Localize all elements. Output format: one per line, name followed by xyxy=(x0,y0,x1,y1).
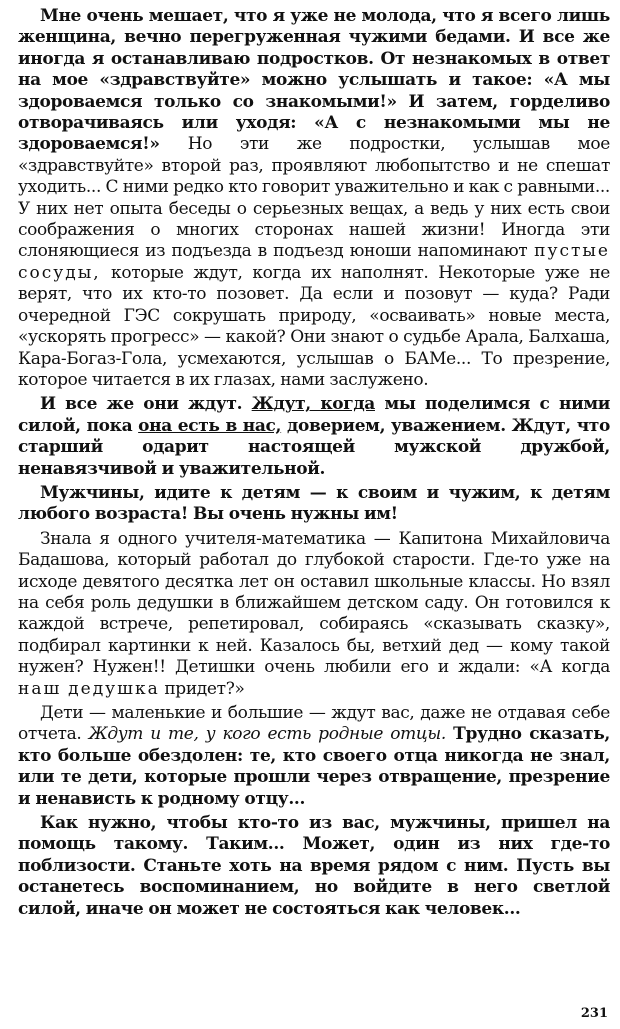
paragraph-teens-text-b: которые ждут, когда их наполнят. Некоторые уже не верят, что их кто-то позовет. Да если и позовут — куда? Ради очередной ГЭС сокрушать природу, «осваивать» новые места, «ускорять прогресс» — какой? Они знают о судьбе Арала, Балхаша, Кара-Богаз-Гола, усмехаются, услышав о БАМе... То презрение, которое читается в их глазах, нами заслужено. xyxy=(18,262,611,390)
children-wait-text-b: Трудно сказать, кто больше обездолен: те, кто своего отца никогда не знал, или те дети, которые прошли через отвращение, презрение и ненависть к родному отцу... xyxy=(18,724,610,809)
paragraph-teacher-story xyxy=(18,529,610,700)
teacher-story-text-a: Знала я одного учителя-математика — Капитона Михайловича Бадашова, который работал до глубокой старости. Где-то уже на исходе девятого десятка лет он оставил школьные классы. Но взял на себя роль дедушки в ближайшем детском саду. Он готовился к каждой встрече, репетировал, собираясь «сказывать сказку», подбирал картинки к ней. Казалось бы, ветхий дед — кому такой нужен? Нужен!! Детишки очень любили его и ждали: «А когда xyxy=(18,528,610,678)
paragraph-intro xyxy=(18,6,610,391)
teacher-story-text-b: придет?» xyxy=(164,678,245,699)
they-wait-text-b: мы поделимся с ними силой, пока xyxy=(18,394,610,436)
italic-phrase-own-fathers: Ждут и те, у кого есть родные отцы. xyxy=(88,724,446,745)
paragraph-children-wait xyxy=(18,703,610,810)
children-wait-text-a: Дети — маленькие и большие — ждут вас, даже не отдавая себе отчета. xyxy=(18,703,610,745)
underlined-phrase-wait-when: Ждут, когда xyxy=(251,394,375,415)
spaced-phrase-empty-vessels: пустые сосуды, xyxy=(18,241,610,283)
they-wait-text-a: И все же они ждут. xyxy=(40,394,243,415)
paragraph-teens-text-a: Но эти же подростки, услышав мое «здравствуйте» второй раз, проявляют любопытство и не спешат уходить... С ними редко кто говорит уважительно и как с равными... У них нет опыта беседы о серьезных вещах, а ведь у них есть свои соображения о многих сторонах нашей жизни! Иногда эти слоняющиеся из подъезда в подъезд юноши напоминают xyxy=(18,134,610,262)
spaced-phrase-our-grandpa: наш дедушка xyxy=(18,678,160,699)
paragraph-intro-text: Мне очень мешает, что я уже не молода, что я всего лишь женщина, вечно перегруженная чужими бедами. И все же иногда я останавливаю подростков. От незнакомых в ответ на мое «здравствуйте» можно услышать и такое: «А мы здороваемся только со знакомыми!» И затем, горделиво отворачиваясь или уходя: «А с незнакомыми мы не здороваемся!» xyxy=(18,6,610,155)
paragraph-they-wait xyxy=(18,394,610,480)
underlined-phrase-while-in-us: она есть в нас, xyxy=(138,415,282,436)
paragraph-appeal-to-men: Мужчины, идите к детям — к своим и чужим, к детям любого возраста! Вы очень нужны им! xyxy=(18,482,610,525)
paragraph-closing: Как нужно, чтобы кто-то из вас, мужчины, пришел на помощь такому. Таким... Может, один из них где-то поблизости. Станьте хоть на время рядом с ним. Пусть вы останетесь воспоминанием, но войдите в него светлой силой, иначе он может не состояться как человек... xyxy=(18,813,610,919)
they-wait-text-c: доверием, уважением. Ждут, что старший одарит настоящей мужской дружбой, ненавязчивой и уважительной. xyxy=(18,415,610,479)
page-number: 231 xyxy=(580,1006,608,1021)
book-page xyxy=(18,6,610,923)
